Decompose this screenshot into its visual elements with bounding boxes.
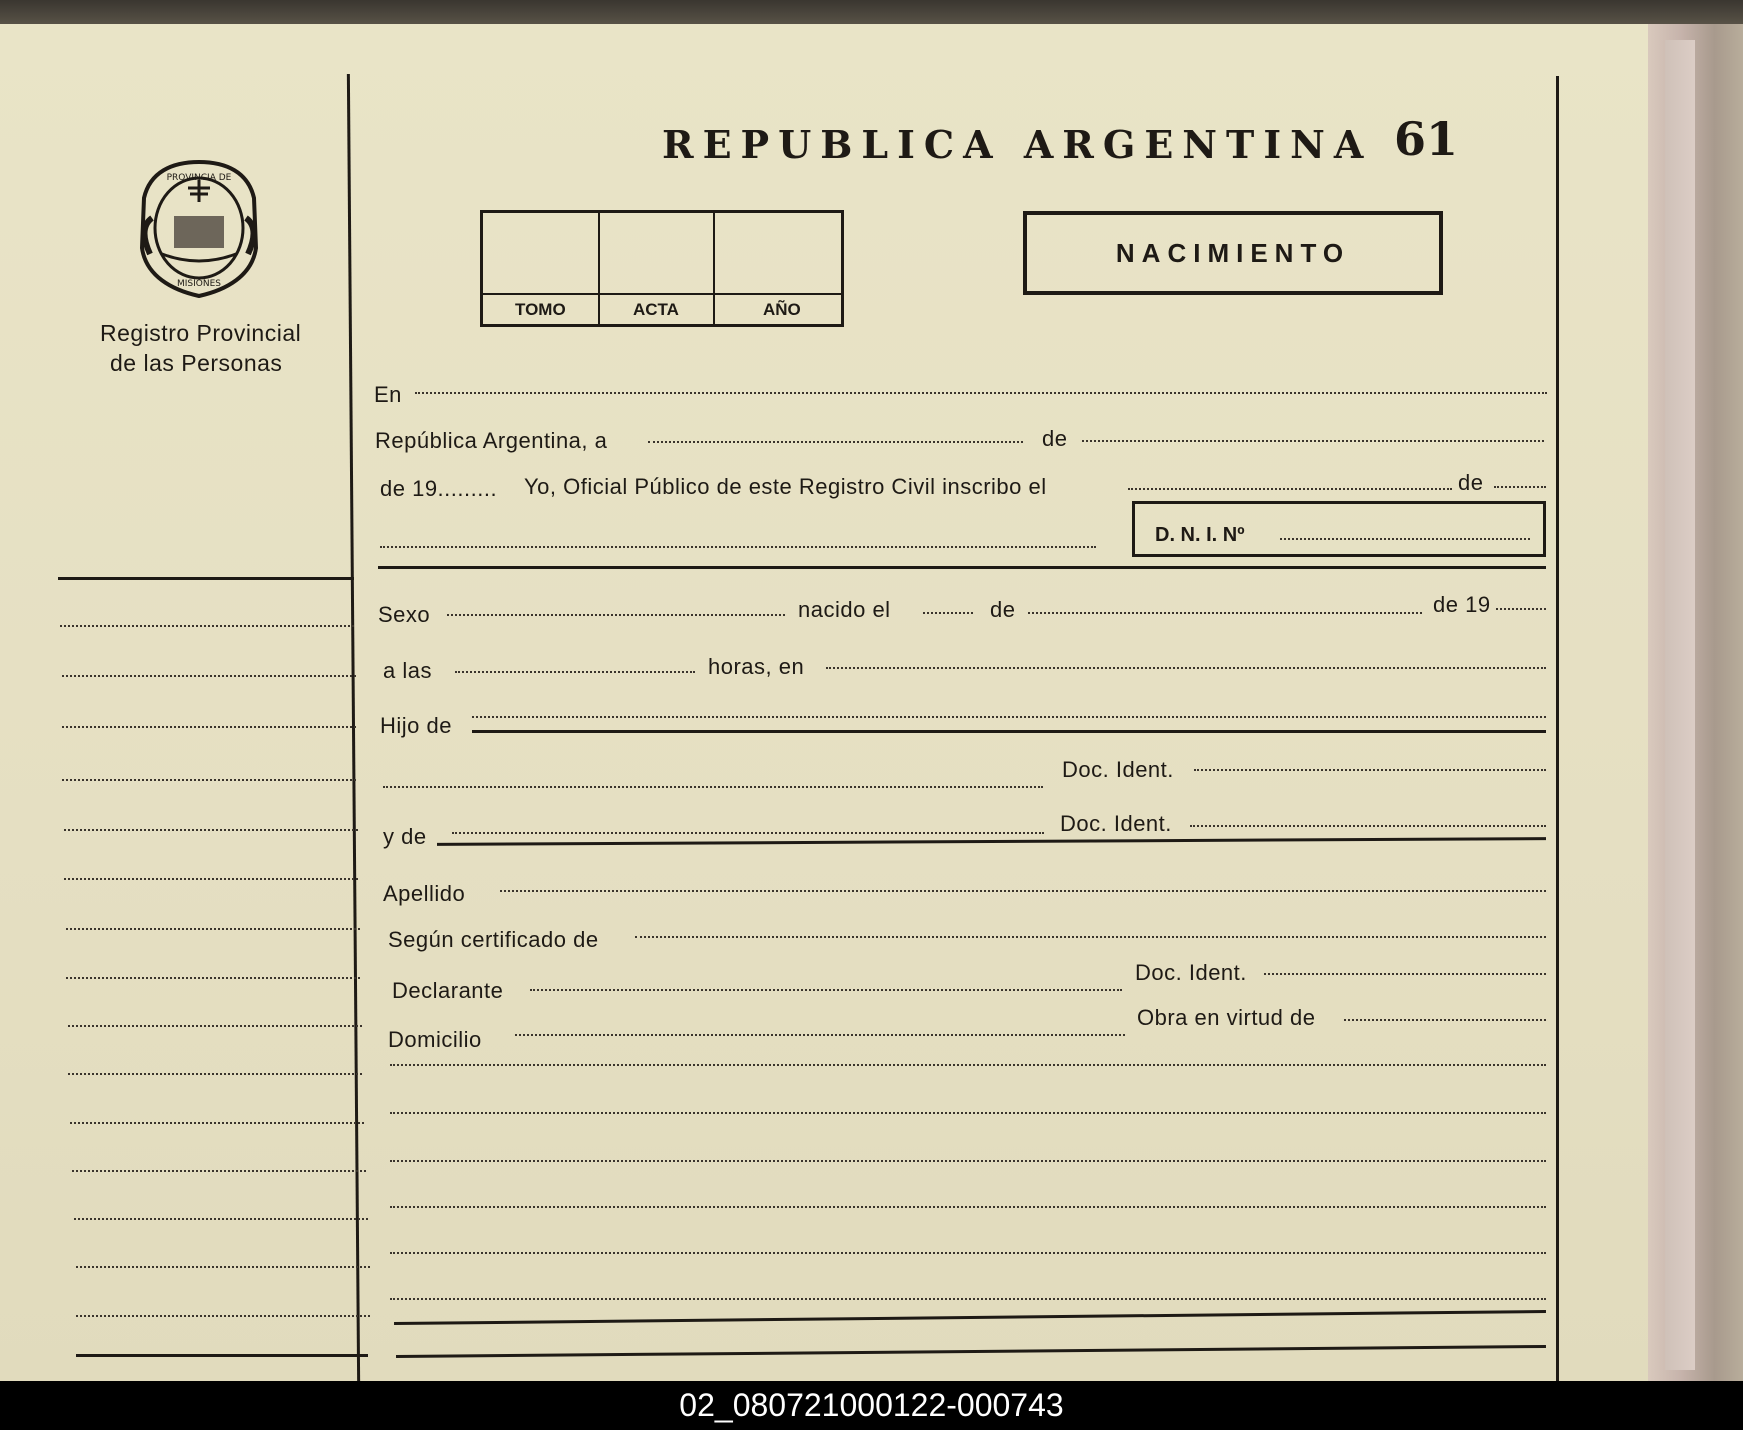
page-title: REPUBLICA ARGENTINA	[662, 122, 1373, 167]
apellido-label: Apellido	[383, 881, 466, 906]
margin-note-line-11[interactable]	[70, 1122, 364, 1124]
obra-field[interactable]	[1344, 1019, 1546, 1021]
acta-label: ACTA	[633, 300, 679, 319]
declarante-field[interactable]	[530, 989, 1122, 991]
mother-name-field[interactable]	[452, 832, 1044, 834]
a-las-label: a las	[383, 658, 432, 683]
notes-line-2[interactable]	[390, 1112, 1546, 1114]
tomo-acta-ano-box	[480, 210, 844, 327]
horas-label: horas, en	[708, 654, 805, 679]
father-details-field[interactable]	[383, 786, 1043, 788]
birth-place-field[interactable]	[826, 667, 1546, 669]
page-number: 61	[1394, 112, 1459, 166]
document-type-box	[1023, 211, 1443, 295]
margin-note-line-9[interactable]	[68, 1025, 362, 1027]
birth-month-field[interactable]	[1028, 612, 1422, 614]
doc-ident-label-2: Doc. Ident.	[1060, 811, 1172, 836]
margin-note-line-2[interactable]	[62, 675, 356, 677]
tomo-label: TOMO	[515, 300, 566, 319]
book-binding-edge	[1648, 24, 1743, 1381]
nacido-label: nacido el	[798, 597, 891, 622]
en-label: En	[374, 382, 402, 407]
margin-note-line-8[interactable]	[66, 977, 360, 979]
notes-line-5[interactable]	[390, 1252, 1546, 1254]
y-de-label: y de	[383, 824, 427, 849]
certificado-field[interactable]	[635, 936, 1546, 938]
birth-year-field[interactable]	[1496, 608, 1546, 610]
margin-note-line-10[interactable]	[68, 1073, 362, 1075]
birth-day-field[interactable]	[923, 612, 973, 614]
yo-oficial-label: Yo, Oficial Público de este Registro Civil inscribo el	[524, 474, 1047, 499]
doc-ident-label-1: Doc. Ident.	[1062, 757, 1174, 782]
declarante-doc-field[interactable]	[1264, 973, 1546, 975]
year-label: de 19.........	[380, 476, 498, 501]
margin-note-line-4[interactable]	[62, 779, 356, 781]
margin-note-line-12[interactable]	[72, 1170, 366, 1172]
right-border	[1556, 76, 1559, 1381]
registry-name-line1: Registro Provincial	[100, 320, 302, 346]
notes-line-3[interactable]	[390, 1160, 1546, 1162]
inscribe-date-field[interactable]	[1128, 488, 1452, 490]
inscribe-month-field[interactable]	[1494, 486, 1546, 488]
de-label-1: de	[1042, 426, 1068, 451]
registry-name-line2: de las Personas	[110, 350, 283, 376]
domicilio-field[interactable]	[515, 1034, 1125, 1036]
margin-note-line-1[interactable]	[60, 625, 354, 627]
de-label-3: de	[990, 597, 1016, 622]
obra-en-virtud-label: Obra en virtud de	[1137, 1005, 1316, 1030]
father-name-field[interactable]	[472, 716, 1546, 718]
document-type-label: NACIMIENTO	[1115, 238, 1351, 268]
margin-note-line-5[interactable]	[64, 829, 358, 831]
doc-ident-label-3: Doc. Ident.	[1135, 960, 1247, 985]
declarante-label: Declarante	[392, 978, 504, 1003]
margin-note-line-6[interactable]	[64, 878, 358, 880]
father-doc-field[interactable]	[1194, 769, 1546, 771]
dni-field[interactable]	[1280, 538, 1530, 540]
segun-certificado-label: Según certificado de	[388, 927, 599, 952]
sexo-field[interactable]	[447, 614, 785, 616]
ano-label: AÑO	[763, 300, 801, 319]
sexo-label: Sexo	[378, 602, 431, 627]
republica-label: República Argentina, a	[375, 428, 608, 453]
dni-label: D. N. I. Nº	[1155, 524, 1245, 546]
margin-note-line-3[interactable]	[62, 726, 356, 728]
de-label-2: de	[1458, 470, 1484, 495]
section-divider-1	[378, 566, 1546, 569]
notes-line-6[interactable]	[390, 1298, 1546, 1300]
page-edge	[1665, 40, 1695, 1370]
seal-top-text: PROVINCIA DE	[166, 173, 232, 183]
margin-note-line-15[interactable]	[76, 1315, 370, 1317]
margin-note-line-7[interactable]	[66, 928, 360, 930]
book-top-edge	[0, 0, 1743, 26]
apellido-field[interactable]	[500, 890, 1546, 892]
hijo-de-label: Hijo de	[380, 713, 452, 738]
domicilio-label: Domicilio	[388, 1027, 482, 1052]
mother-doc-field[interactable]	[1190, 825, 1546, 827]
month-field[interactable]	[1082, 440, 1544, 442]
margin-note-line-14[interactable]	[76, 1266, 370, 1268]
seal-bottom-text: MISIONES	[176, 279, 222, 289]
margin-note-line-13[interactable]	[74, 1218, 368, 1220]
registrant-name-field[interactable]	[380, 546, 1096, 548]
en-field[interactable]	[415, 392, 1547, 394]
left-column-rule-top	[58, 577, 354, 580]
hour-field[interactable]	[455, 671, 695, 673]
notes-line-1[interactable]	[390, 1064, 1546, 1066]
provincial-seal-emblem	[132, 158, 267, 305]
dni-box	[1132, 501, 1546, 557]
notes-line-4[interactable]	[390, 1206, 1546, 1208]
birth-year-label: de 19	[1433, 592, 1491, 617]
father-underline	[472, 730, 1546, 733]
left-column-rule-bottom	[76, 1354, 368, 1357]
day-field[interactable]	[648, 441, 1023, 443]
scan-file-id: 02_080721000122-000743	[0, 1381, 1743, 1430]
